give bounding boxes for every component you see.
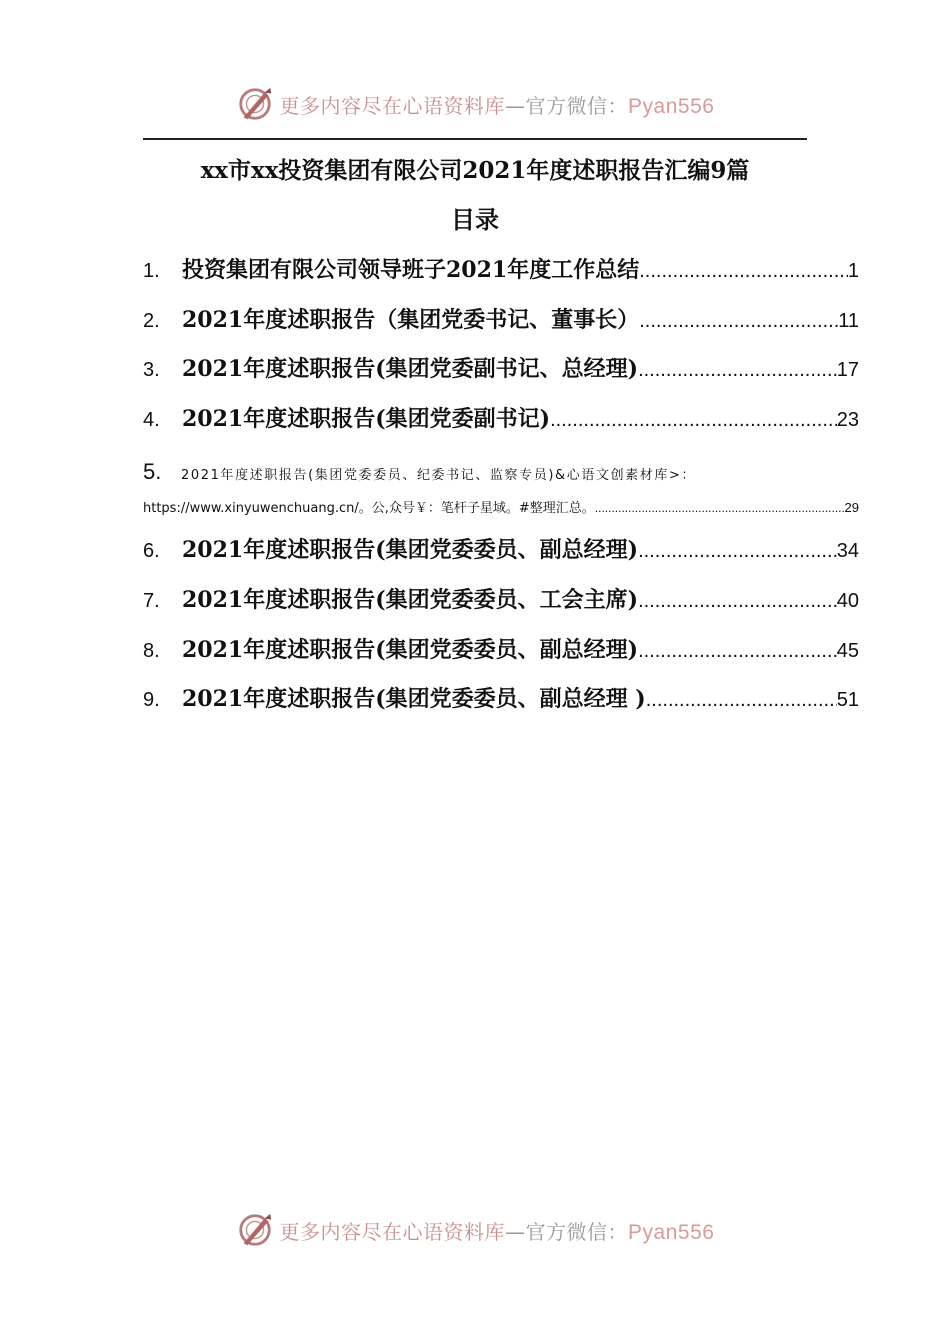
- document-title: xx市xx投资集团有限公司2021年度述职报告汇编9篇: [200, 157, 750, 184]
- watermark-main: 更多内容尽在心语资料库: [279, 1219, 506, 1244]
- toc-entry-title: 投资集团有限公司领导班子2021年度工作总结: [182, 257, 640, 283]
- toc-entry-page: 11: [838, 309, 859, 332]
- watermark-dash: —: [505, 93, 526, 118]
- toc-entry-7[interactable]: [143, 580, 859, 630]
- toc-entry-number: 5.: [143, 459, 162, 485]
- toc-entry-title-continued: https://www.xinyuwenchuang.cn/。公,众号￥：笔杆子星域。#整理汇总。: [143, 501, 595, 517]
- toc-entry-8[interactable]: [143, 630, 859, 680]
- watermark-label: 官方微信：: [525, 93, 629, 118]
- toc-entry-5-continued[interactable]: [143, 490, 859, 526]
- header-watermark: [0, 84, 950, 124]
- toc-entry-title: 2021年度述职报告(集团党委委员、纪委书记、监察专员)&心语文创素材库>：: [181, 468, 697, 484]
- toc-entry-title: 2021年度述职报告(集团党委委员、副总经理 ): [182, 686, 646, 713]
- toc-entry-title: 2021年度述职报告（集团党委书记、董事长）: [182, 306, 640, 333]
- toc-entry-number: 9.: [143, 689, 160, 712]
- toc-dot-leader: [638, 581, 837, 621]
- toc-dot-leader: [595, 490, 845, 526]
- toc-dot-leader: [646, 680, 837, 720]
- header-rule: [143, 138, 807, 140]
- toc-entry-9[interactable]: [143, 679, 859, 729]
- toc-dot-leader: [639, 301, 838, 341]
- toc-entry-title: 2021年度述职报告(集团党委副书记): [182, 405, 551, 432]
- watermark-id: Pyan556: [628, 1220, 715, 1244]
- toc-entry-number: 8.: [143, 639, 160, 662]
- toc-entry-number: 6.: [143, 540, 160, 563]
- toc-dot-leader: [638, 350, 837, 390]
- toc-entry-page: 23: [836, 408, 859, 431]
- toc-entry-number: 7.: [143, 589, 160, 612]
- toc-entry-3[interactable]: [143, 349, 859, 399]
- footer-watermark: [0, 1210, 950, 1250]
- toc-entry-1[interactable]: [143, 250, 859, 300]
- toc-entry-page: 1: [847, 260, 859, 282]
- toc-entry-4[interactable]: [143, 399, 859, 449]
- toc-entry-title: 2021年度述职报告(集团党委委员、副总经理): [182, 537, 639, 564]
- table-of-contents: [143, 250, 859, 729]
- toc-entry-page: 45: [836, 639, 859, 662]
- toc-entry-number: 2.: [143, 309, 160, 332]
- pen-logo-icon: [236, 85, 274, 123]
- toc-entry-number: 1.: [143, 260, 160, 282]
- toc-entry-page: 51: [836, 689, 859, 712]
- toc-entry-page: 29: [844, 500, 859, 516]
- toc-entry-6[interactable]: [143, 530, 859, 580]
- toc-entry-number: 3.: [143, 359, 160, 382]
- toc-dot-leader: [550, 400, 837, 440]
- toc-heading: 目录: [451, 205, 499, 234]
- watermark-id: Pyan556: [628, 94, 715, 118]
- toc-dot-leader: [638, 631, 837, 671]
- toc-dot-leader: [639, 251, 848, 291]
- toc-dot-leader: [638, 531, 837, 571]
- toc-entry-number: 4.: [143, 408, 160, 431]
- toc-entry-5[interactable]: [143, 454, 859, 490]
- toc-entry-page: 40: [836, 589, 859, 612]
- toc-entry-2[interactable]: [143, 300, 859, 350]
- toc-entry-title: 2021年度述职报告(集团党委委员、工会主席): [182, 586, 639, 613]
- toc-entry-title: 2021年度述职报告(集团党委委员、副总经理): [182, 636, 639, 663]
- toc-entry-title: 2021年度述职报告(集团党委副书记、总经理): [182, 356, 639, 383]
- watermark-label: 官方微信：: [525, 1219, 629, 1244]
- watermark-main: 更多内容尽在心语资料库: [279, 93, 506, 118]
- watermark-dash: —: [505, 1219, 526, 1244]
- toc-entry-page: 17: [836, 359, 859, 382]
- pen-logo-icon: [236, 1211, 274, 1249]
- toc-entry-page: 34: [836, 540, 859, 563]
